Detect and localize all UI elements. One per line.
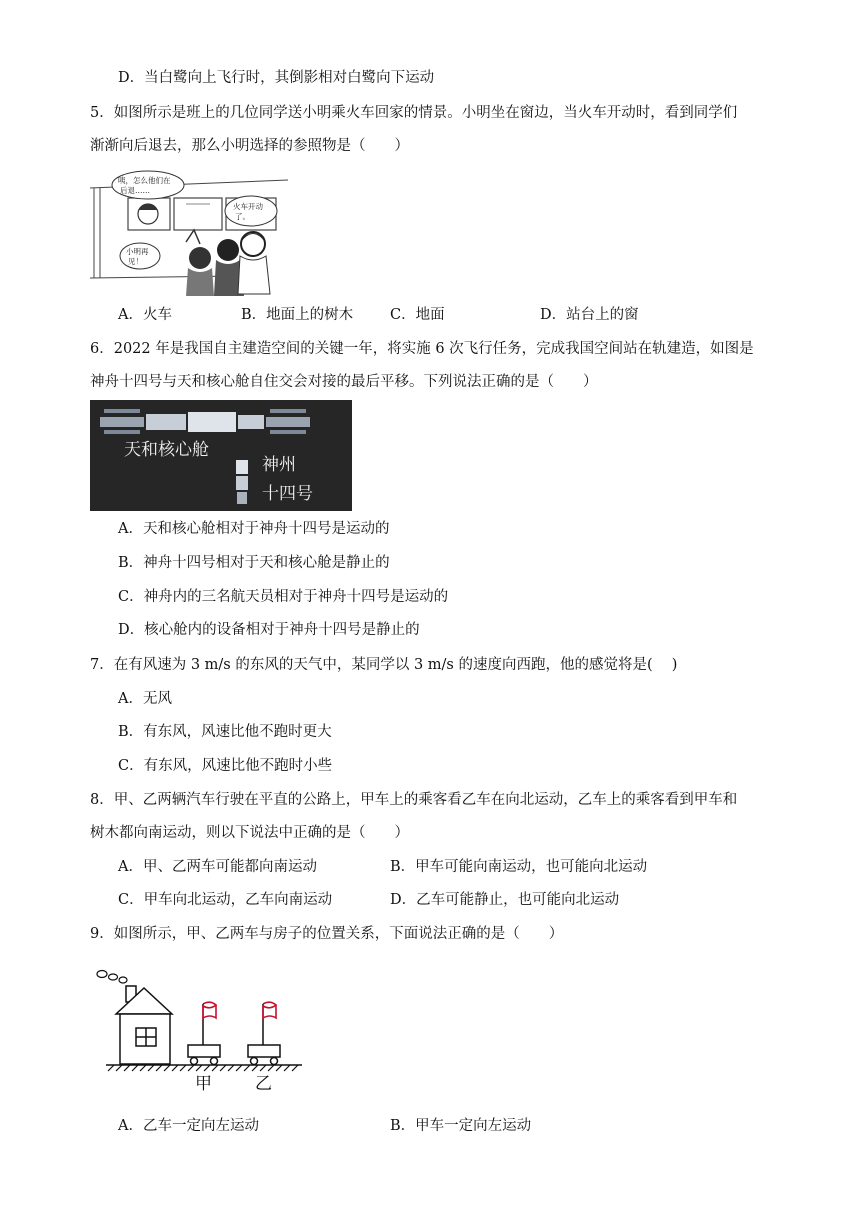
q5-bubble2-line2: 了。 [235, 212, 250, 221]
q8-stem-line1: 8．甲、乙两辆汽车行驶在平直的公路上，甲车上的乘客看乙车在向北运动，乙车上的乘客看到甲车和 [90, 792, 738, 808]
q6-space-station-photo [90, 400, 352, 511]
q4-option-d: D．当白鹭向上飞行时，其倒影相对白鹭向下运动 [118, 70, 435, 86]
q7-option-b: B．有东风，风速比他不跑时更大 [118, 724, 332, 740]
q6-option-a: A．天和核心舱相对于神舟十四号是运动的 [118, 521, 390, 537]
q9-option-a: A．乙车一定向左运动 [118, 1118, 259, 1134]
q6-stem-line2: 神舟十四号与天和核心舱自住交会对接的最后平移。下列说法正确的是（ ） [90, 374, 598, 390]
q5-stem-line1: 5．如图所示是班上的几位同学送小明乘火车回家的情景。小明坐在窗边，当火车开动时，看到同学们 [90, 105, 738, 121]
q6-label-tianhe: 天和核心舱 [124, 440, 209, 460]
q8-option-b: B．甲车可能向南运动，也可能向北运动 [390, 859, 648, 875]
q5-bubble1-line2: 后退…… [120, 186, 150, 195]
q5-option-d: D．站台上的窗 [540, 307, 639, 323]
q6-option-c: C．神舟内的三名航天员相对于神舟十四号是运动的 [118, 589, 449, 605]
q5-bubble3-line1: 小明再 [126, 247, 149, 256]
q5-option-b: B．地面上的树木 [241, 307, 354, 323]
q9-car-label-yi: 乙 [255, 1074, 272, 1094]
q5-bubble3-line2: 见！ [128, 257, 143, 266]
q9-house-cars-figure [92, 962, 307, 1100]
q5-option-c: C．地面 [390, 307, 445, 323]
q9-car-label-jia: 甲 [195, 1074, 212, 1094]
q5-bubble2-line1: 火车开动 [233, 202, 263, 211]
q6-label-shenzhou-2: 十四号 [262, 484, 313, 504]
q8-option-c: C．甲车向北运动，乙车向南运动 [118, 892, 333, 908]
q6-option-b: B．神舟十四号相对于天和核心舱是静止的 [118, 555, 390, 571]
q7-option-c: C．有东风，风速比他不跑时小些 [118, 758, 333, 774]
q6-label-shenzhou-1: 神州 [262, 455, 296, 475]
q8-option-d: D．乙车可能静止，也可能向北运动 [390, 892, 620, 908]
q9-option-b: B．甲车一定向左运动 [390, 1118, 532, 1134]
q5-train-figure [88, 168, 288, 298]
q9-stem: 9．如图所示，甲、乙两车与房子的位置关系，下面说法正确的是（ ） [90, 926, 564, 942]
q7-stem: 7．在有风速为 3 m/s 的东风的天气中，某同学以 3 m/s 的速度向西跑，他的感觉将是( ) [90, 657, 678, 673]
q5-bubble1-line1: 咦，怎么他们在 [118, 176, 171, 185]
q6-option-d: D．核心舱内的设备相对于神舟十四号是静止的 [118, 622, 420, 638]
q8-stem-line2: 树木都向南运动，则以下说法中正确的是（ ） [90, 825, 409, 841]
q5-stem-line2: 渐渐向后退去，那么小明选择的参照物是（ ） [90, 138, 409, 154]
q8-option-a: A．甲、乙两车可能都向南运动 [118, 859, 317, 875]
q5-option-a: A．火车 [118, 307, 172, 323]
q7-option-a: A．无风 [118, 691, 172, 707]
q6-stem-line1: 6．2022 年是我国自主建造空间的关键一年，将实施 6 次飞行任务，完成我国空间站在轨建造，如图是 [90, 341, 754, 357]
